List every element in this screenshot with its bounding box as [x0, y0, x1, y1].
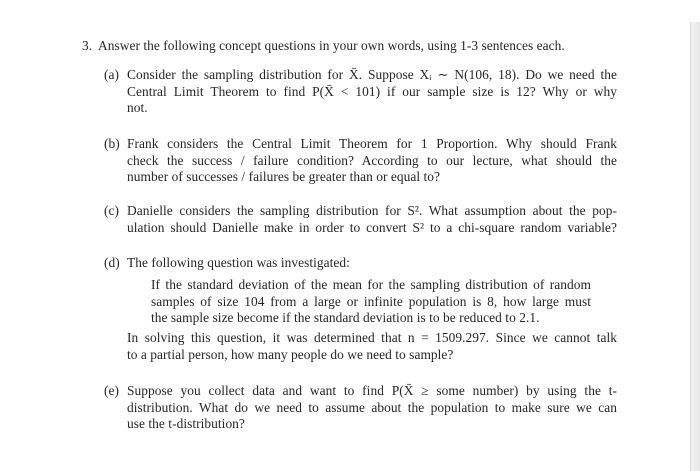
- part-a-label: (a): [104, 67, 120, 82]
- part-e-line-2: distribution. What do we need to assume about the population to make sure we can: [127, 399, 617, 415]
- part-b-label: (b): [104, 136, 120, 151]
- part-e-line-1: Suppose you collect data and want to find P(X̄ ≥ some number) by using the t-: [127, 383, 617, 398]
- part-c-line-2: ulation should Danielle make in order to convert S² to a chi-square random variable?: [127, 219, 617, 235]
- part-e-label: (e): [104, 383, 120, 398]
- part-d-quote-line-3: the sample size become if the standard deviation is to be reduced to 2.1.: [151, 310, 540, 325]
- part-b-body: [127, 136, 617, 186]
- part-d-quoted-question: [151, 277, 591, 327]
- part-c-body: [127, 203, 617, 236]
- question-number: 3.: [82, 38, 93, 53]
- question-header: [82, 38, 565, 55]
- part-b-line-1: Frank considers the Central Limit Theorem for 1 Proportion. Why should Frank: [127, 136, 617, 151]
- question-instruction: Answer the following concept questions in your own words, using 1-3 sentences each.: [98, 38, 565, 53]
- part-d-quote-line-2: samples of size 104 from a large or infinite population is 8, how large must: [151, 293, 591, 309]
- part-a-line-3: not.: [127, 100, 148, 115]
- part-e-line-3: use the t-distribution?: [127, 416, 245, 431]
- scrollbar[interactable]: [690, 22, 700, 471]
- part-a-body: [127, 67, 617, 117]
- part-d-intro-block: [127, 255, 617, 272]
- part-b-line-2: check the success / failure condition? According to our lecture, what should the: [127, 152, 617, 168]
- part-d-label: (d): [104, 255, 120, 270]
- part-a-line-2: Central Limit Theorem to find P(X̄ < 101) if our sample size is 12? Why or why: [127, 83, 617, 99]
- part-d-quote-line-1: If the standard deviation of the mean for the sampling distribution of random: [151, 277, 591, 292]
- part-d-follow-line-2: to a partial person, how many people do we need to sample?: [127, 346, 454, 362]
- part-d-intro: The following question was investigated:: [127, 255, 350, 270]
- part-e-body: [127, 383, 617, 433]
- part-c-line-1: Danielle considers the sampling distribution for S². What assumption about the pop-: [127, 203, 617, 218]
- part-c-label: (c): [104, 203, 120, 218]
- part-a-line-1: Consider the sampling distribution for X̄. Suppose Xᵢ ∼ N(106, 18). Do we need the: [127, 67, 617, 82]
- part-d-follow-body: [127, 330, 617, 363]
- part-b-line-3: number of successes / failures be greater than or equal to?: [127, 169, 441, 184]
- part-d-follow-line-1: In solving this question, it was determined that n = 1509.297. Since we cannot talk: [127, 330, 617, 345]
